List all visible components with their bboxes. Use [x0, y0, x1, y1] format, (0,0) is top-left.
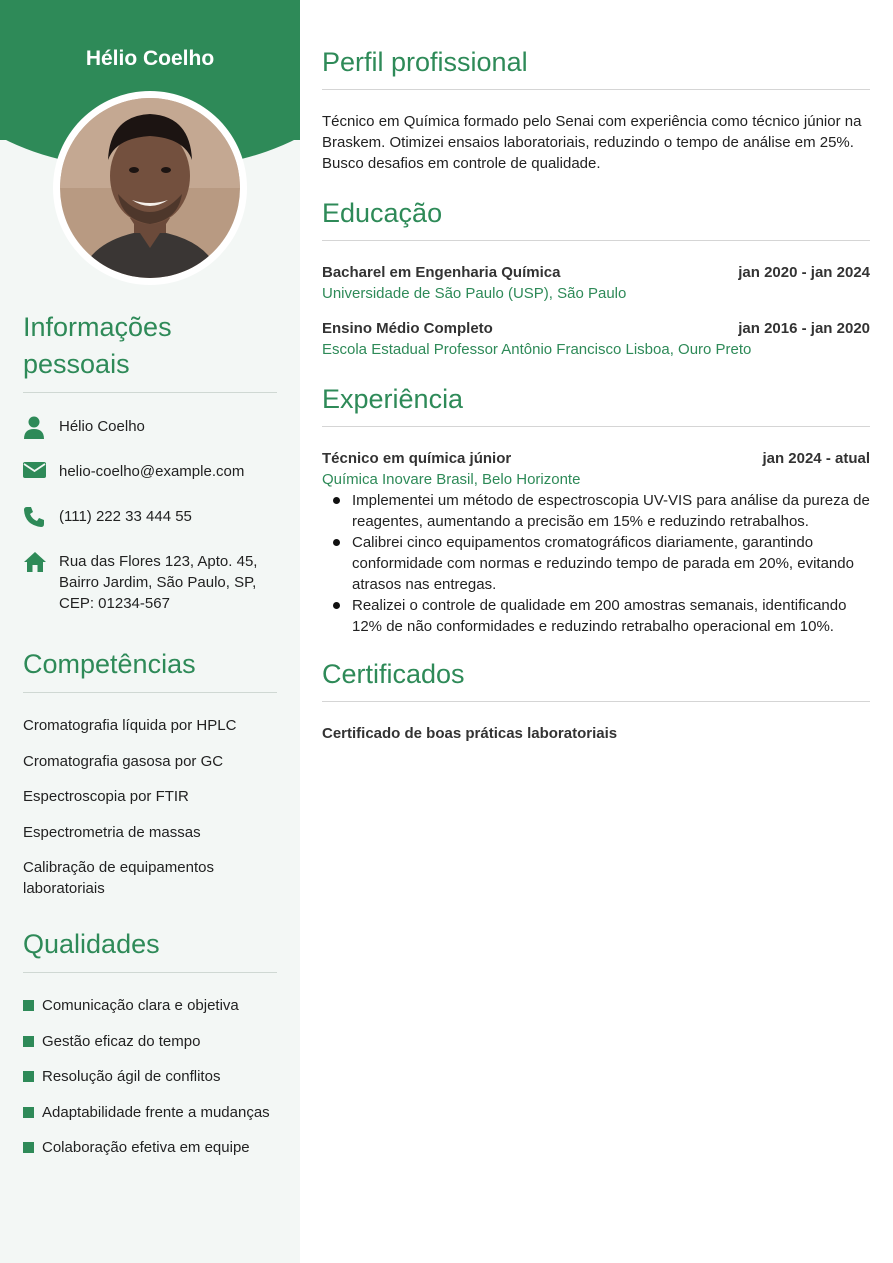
skill-item: Cromatografia líquida por HPLC — [23, 717, 237, 734]
person-icon — [23, 416, 59, 445]
qualities-title: Qualidades — [23, 926, 277, 973]
quality-item — [23, 1102, 270, 1123]
education-school: Universidade de São Paulo (USP), São Paulo — [322, 285, 627, 302]
quality-text: Gestão eficaz do tempo — [42, 1033, 201, 1050]
info-name-text: Hélio Coelho — [59, 418, 145, 435]
info-row-name — [23, 416, 277, 445]
quality-text: Colaboração efetiva em equipe — [42, 1139, 250, 1156]
quality-text: Resolução ágil de conflitos — [42, 1068, 221, 1085]
info-row-address — [23, 551, 277, 614]
qualities-section — [23, 926, 277, 1156]
education-dates: jan 2016 - jan 2020 — [738, 320, 870, 337]
education-dates: jan 2020 - jan 2024 — [738, 264, 870, 281]
education-title: Educação — [322, 196, 870, 241]
envelope-icon — [23, 461, 59, 484]
personal-info-title: Informações pessoais — [23, 309, 277, 393]
info-row-phone — [23, 506, 277, 533]
quality-item — [23, 1137, 250, 1158]
experience-title: Experiência — [322, 382, 870, 427]
quality-item — [23, 1066, 220, 1087]
quality-text: Comunicação clara e objetiva — [42, 997, 239, 1014]
info-row-email — [23, 461, 277, 484]
personal-info-section — [23, 309, 277, 612]
skills-section — [23, 646, 277, 897]
experience-role: Técnico em química júnior — [322, 450, 512, 467]
skill-item: Espectrometria de massas — [23, 824, 201, 841]
certificate-item: Certificado de boas práticas laboratoriais — [322, 725, 618, 742]
info-address-text: Rua das Flores 123, Apto. 45, Bairro Jardim, São Paulo, SP, CEP: 01234-567 — [59, 553, 258, 612]
quality-item — [23, 995, 239, 1016]
skill-item: Cromatografia gasosa por GC — [23, 753, 224, 770]
skill-item: Calibração de equipamentos laboratoriais — [23, 859, 214, 897]
square-bullet-icon — [23, 1142, 34, 1153]
candidate-name: Hélio Coelho — [85, 47, 215, 70]
quality-text: Adaptabilidade frente a mudanças — [42, 1104, 270, 1121]
sidebar — [0, 0, 300, 1263]
profile-photo — [60, 98, 240, 278]
experience-company: Química Inovare Brasil, Belo Horizonte — [322, 471, 581, 488]
square-bullet-icon — [23, 1107, 34, 1118]
square-bullet-icon — [23, 1036, 34, 1047]
info-email-text[interactable]: helio-coelho@example.com — [59, 463, 245, 480]
education-school: Escola Estadual Professor Antônio Francisco Lisboa, Ouro Preto — [322, 341, 752, 358]
education-degree: Ensino Médio Completo — [322, 320, 493, 337]
home-icon — [23, 551, 59, 614]
experience-bullet: Implementei um método de espectroscopia UV-VIS para análise da pureza de reagentes, aumentando a precisão em 15% e reduzindo retrabalhos. — [322, 490, 870, 532]
square-bullet-icon — [23, 1000, 34, 1011]
quality-item — [23, 1031, 200, 1052]
skills-title: Competências — [23, 646, 277, 693]
profile-photo-frame — [53, 91, 247, 285]
certificates-title: Certificados — [322, 657, 870, 702]
info-phone-text: (111) 222 33 444 55 — [59, 508, 192, 525]
education-degree: Bacharel em Engenharia Química — [322, 264, 561, 281]
skill-item: Espectroscopia por FTIR — [23, 788, 189, 805]
experience-dates: jan 2024 - atual — [762, 450, 870, 467]
experience-bullet: Calibrei cinco equipamentos cromatográficos diariamente, garantindo conformidade com normas e reduzindo tempo de parada em 20%, evitando atrasos nas entregas. — [322, 532, 870, 595]
profile-text: Técnico em Química formado pelo Senai com experiência como técnico júnior na Braskem. Otimizei ensaios laboratoriais, reduzindo o tempo de análise em 25%. Busco desafios em controle de qualidade. — [322, 113, 862, 172]
profile-title: Perfil profissional — [322, 45, 870, 90]
experience-bullet: Realizei o controle de qualidade em 200 amostras semanais, identificando 12% de não conformidades e reduzindo retrabalho operacional em 10%. — [322, 595, 870, 637]
experience-bullets — [322, 490, 870, 637]
phone-icon — [23, 506, 59, 533]
square-bullet-icon — [23, 1071, 34, 1082]
